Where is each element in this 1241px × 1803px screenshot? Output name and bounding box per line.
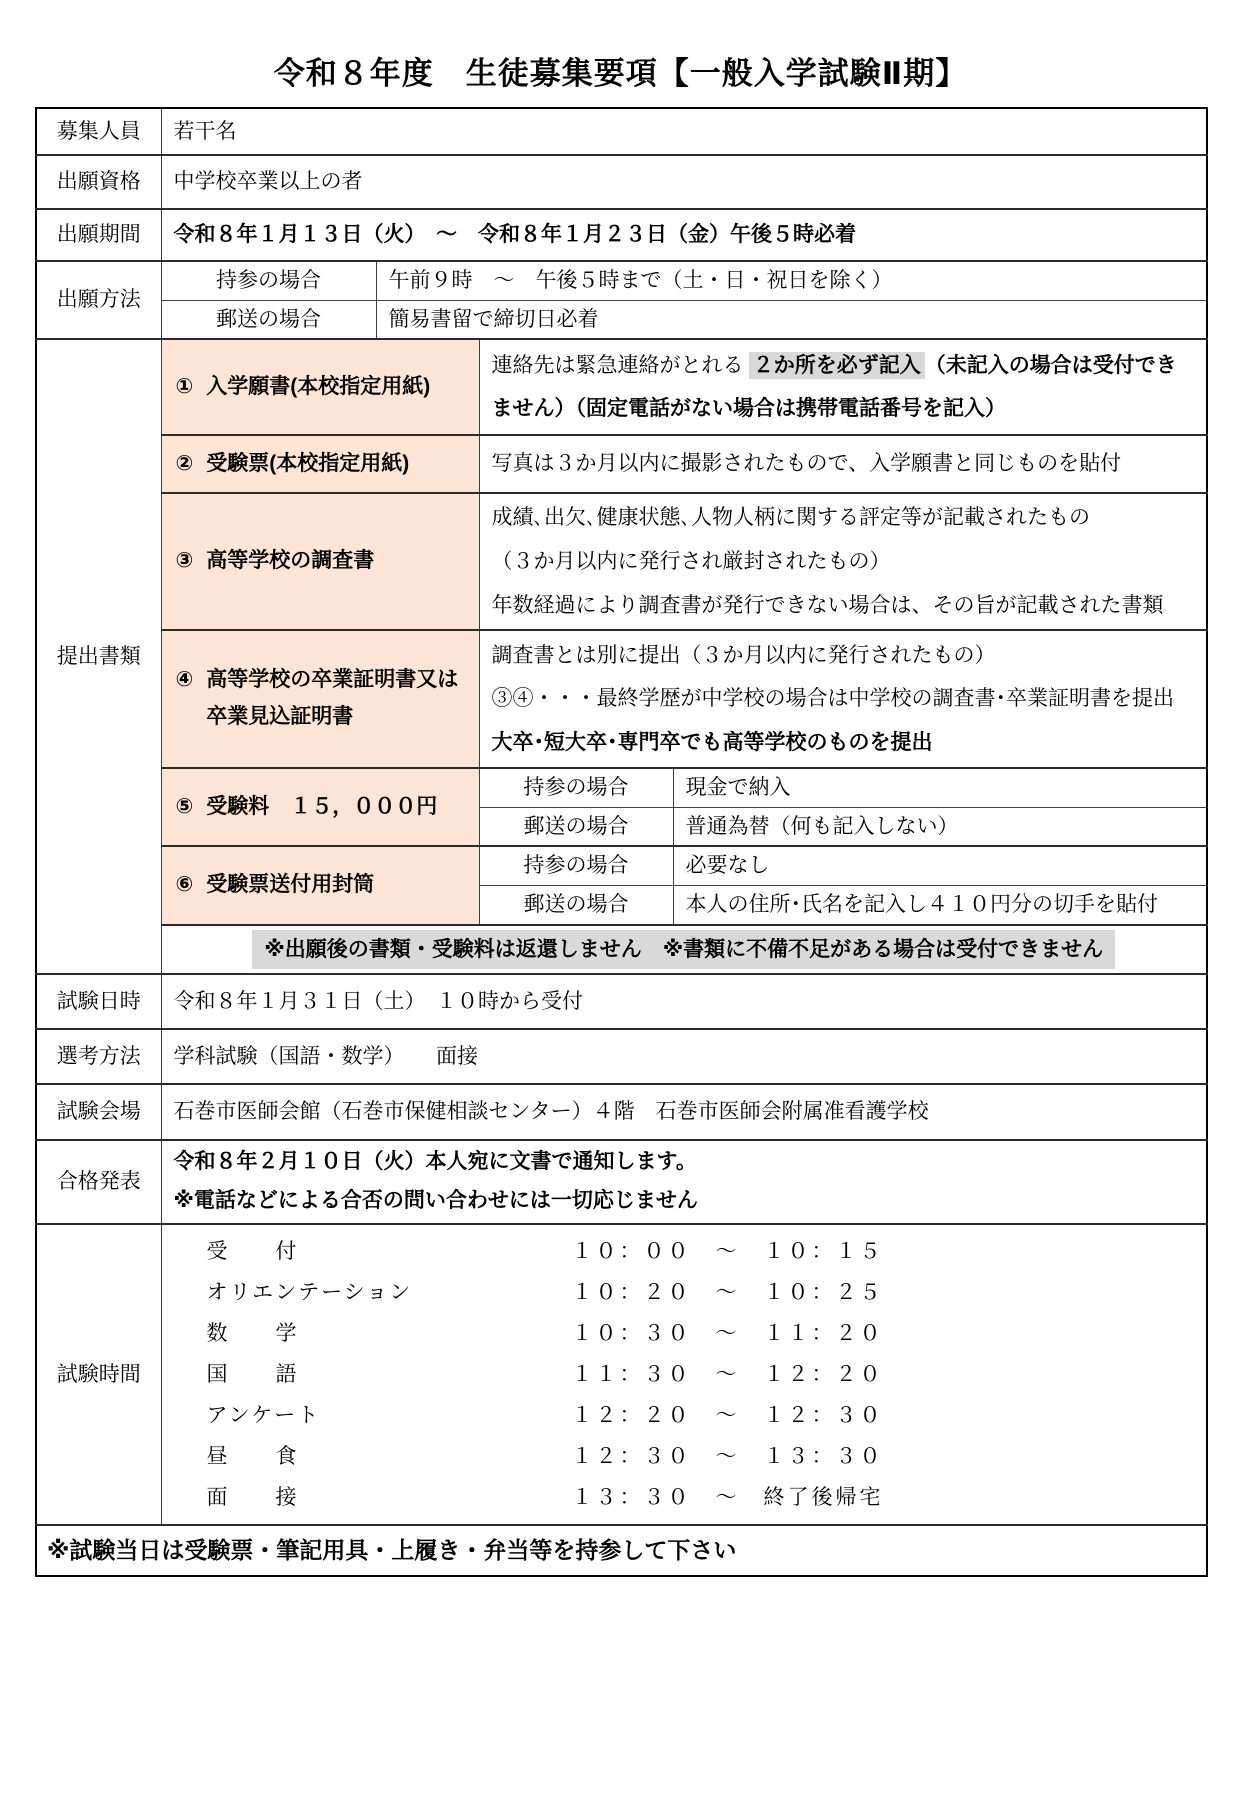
doc4-name-cell: [161, 630, 479, 768]
row-exam-venue: [36, 1084, 1207, 1140]
doc6-case-mail: 郵送の場合: [479, 885, 673, 924]
doc1-name-cell: [161, 339, 479, 435]
row-doc-4: [36, 630, 1207, 768]
doc1-desc-prefix: 連絡先は緊急連絡がとれる: [491, 353, 749, 378]
doc1-name: 入学願書(本校指定用紙): [206, 374, 431, 398]
doc6-value-mail: 本人の住所･氏名を記入し４１０円分の切手を貼付: [673, 885, 1207, 924]
selection-method-value: 学科試験（国語・数学） 面接: [161, 1029, 1207, 1084]
page-title: 令和８年度 生徒募集要項【一般入学試験Ⅱ期】: [273, 56, 968, 91]
schedule-name: 昼 食: [206, 1443, 299, 1468]
doc5-case-mail: 郵送の場合: [479, 807, 673, 846]
exam-venue-label: 試験会場: [36, 1084, 161, 1140]
row-documents-note: [36, 925, 1207, 975]
exam-schedule-label: 試験時間: [36, 1224, 161, 1525]
bottom-note: ※試験当日は受験票・筆記用具・上履き・弁当等を持参して下さい: [36, 1525, 1207, 1576]
schedule-row-interview: [162, 1477, 1207, 1518]
documents-label: 提出書類: [36, 339, 161, 974]
doc5-value-mail: 普通為替（何も記入しない）: [673, 807, 1207, 846]
results-line1: 令和８年２月１０日（火）本人宛に文書で通知します。: [173, 1150, 697, 1174]
schedule-name: 受 付: [206, 1238, 299, 1263]
doc4-desc-line3: 大卒･短大卒･専門卒でも高等学校のものを提出: [491, 731, 933, 755]
doc4-desc: [479, 630, 1207, 768]
doc3-desc-line2: （３か月以内に発行され厳封されたもの）: [491, 548, 891, 573]
doc5-name-cell: [161, 768, 479, 846]
doc4-desc-line1: 調査書とは別に提出（３か月以内に発行されたもの）: [491, 642, 996, 667]
doc1-desc-highlight: ２か所を必ず記入: [749, 352, 925, 379]
doc5-name: 受験料 １５，０００円: [206, 794, 438, 818]
row-application-method-1: [36, 261, 1207, 300]
row-application-period: [36, 209, 1207, 261]
row-selection-method: [36, 1029, 1207, 1084]
schedule-time: １２：３０ ～ １３：３０: [571, 1443, 884, 1468]
schedule-row-orientation: [162, 1272, 1207, 1313]
schedule-name: アンケート: [206, 1402, 321, 1427]
application-period-label: 出願期間: [36, 209, 161, 261]
results-label: 合格発表: [36, 1140, 161, 1224]
doc3-name-cell: [161, 493, 479, 630]
method-case-bring: 持参の場合: [161, 261, 376, 300]
doc2-number: ②: [175, 451, 194, 475]
doc6-name: 受験票送付用封筒: [206, 873, 375, 897]
doc6-case-bring: 持参の場合: [479, 846, 673, 885]
row-doc-2: [36, 435, 1207, 493]
doc5-value-bring: 現金で納入: [673, 768, 1207, 807]
doc4-desc-line2: ③④・・・最終学歴が中学校の場合は中学校の調査書･卒業証明書を提出: [491, 686, 1174, 711]
doc4-number: ④: [175, 668, 194, 692]
schedule-row-lunch: [162, 1436, 1207, 1477]
schedule-time: １０：３０ ～ １１：２０: [571, 1320, 884, 1345]
schedule-name: オリエンテーション: [206, 1279, 413, 1304]
row-application-method-2: [36, 300, 1207, 339]
exam-date-value: 令和８年１月３１日（土） １０時から受付: [161, 974, 1207, 1029]
capacity-value: 若干名: [161, 108, 1207, 155]
schedule-name: 国 語: [206, 1361, 299, 1386]
doc2-name: 受験票(本校指定用紙): [206, 451, 410, 475]
method-value-mail: 簡易書留で締切日必着: [376, 300, 1207, 339]
row-doc-6a: [36, 846, 1207, 885]
results-value: [161, 1140, 1207, 1224]
doc3-desc: [479, 493, 1207, 630]
schedule-name: 面 接: [206, 1484, 299, 1509]
exam-venue-value: 石巻市医師会館（石巻市保健相談センター）４階 石巻市医師会附属准看護学校: [161, 1084, 1207, 1140]
row-doc-1: [36, 339, 1207, 435]
doc3-desc-line3: 年数経過により調査書が発行できない場合は、その旨が記載された書類: [491, 592, 1164, 617]
results-line2: ※電話などによる合否の問い合わせには一切応じません: [173, 1189, 698, 1213]
schedule-row-japanese: [162, 1354, 1207, 1395]
schedule-time: １１：３０ ～ １２：２０: [571, 1361, 884, 1386]
documents-note: ※出願後の書類・受験料は返還しません ※書類に不備不足がある場合は受付できません: [252, 930, 1115, 970]
row-doc-3: [36, 493, 1207, 630]
schedule-row-questionnaire: [162, 1395, 1207, 1436]
selection-method-label: 選考方法: [36, 1029, 161, 1084]
method-case-mail: 郵送の場合: [161, 300, 376, 339]
doc5-number: ⑤: [175, 794, 194, 818]
schedule-time: １０：２０ ～ １０：２５: [571, 1279, 884, 1304]
eligibility-value: 中学校卒業以上の者: [161, 155, 1207, 209]
schedule-time: １０：００ ～ １０：１５: [571, 1238, 884, 1263]
doc2-name-cell: [161, 435, 479, 493]
row-exam-date: [36, 974, 1207, 1029]
schedule-time: １３：３０ ～ 終了後帰宅: [571, 1484, 884, 1509]
doc3-desc-line1: 成績､出欠､健康状態､人物人柄に関する評定等が記載されたもの: [491, 505, 1090, 530]
doc6-value-bring: 必要なし: [673, 846, 1207, 885]
row-doc-5a: [36, 768, 1207, 807]
doc1-number: ①: [175, 374, 194, 398]
capacity-label: 募集人員: [36, 108, 161, 155]
row-bottom-note: [36, 1525, 1207, 1576]
doc5-case-bring: 持参の場合: [479, 768, 673, 807]
exam-schedule-cell: [161, 1224, 1207, 1525]
exam-date-label: 試験日時: [36, 974, 161, 1029]
doc1-desc: [479, 339, 1207, 435]
doc3-number: ③: [175, 549, 194, 573]
schedule-row-reception: [162, 1231, 1207, 1272]
method-value-bring: 午前９時 ～ 午後５時まで（土・日・祝日を除く）: [376, 261, 1207, 300]
doc2-desc: 写真は３か月以内に撮影されたもので、入学願書と同じものを貼付: [479, 435, 1207, 493]
admission-guidelines-table: [35, 107, 1208, 1577]
doc1-desc-bold: （未記入の場合は受付できません）（固定電話がない場合は携帯電話番号を記入）: [491, 354, 1177, 421]
row-results: [36, 1140, 1207, 1224]
schedule-name: 数 学: [206, 1320, 299, 1345]
row-exam-schedule: [36, 1224, 1207, 1525]
application-period-value: 令和８年１月１３日（火） ～ 令和８年１月２３日（金）午後５時必着: [161, 209, 1207, 261]
doc6-name-cell: [161, 846, 479, 924]
eligibility-label: 出願資格: [36, 155, 161, 209]
application-method-label: 出願方法: [36, 261, 161, 339]
row-eligibility: [36, 155, 1207, 209]
doc3-name: 高等学校の調査書: [206, 549, 375, 573]
doc6-number: ⑥: [175, 873, 194, 897]
doc4-name: 高等学校の卒業証明書又は卒業見込証明書: [206, 668, 459, 729]
schedule-row-math: [162, 1313, 1207, 1354]
row-capacity: [36, 108, 1207, 155]
schedule-time: １２：２０ ～ １２：３０: [571, 1402, 884, 1427]
documents-note-cell: [161, 925, 1207, 975]
